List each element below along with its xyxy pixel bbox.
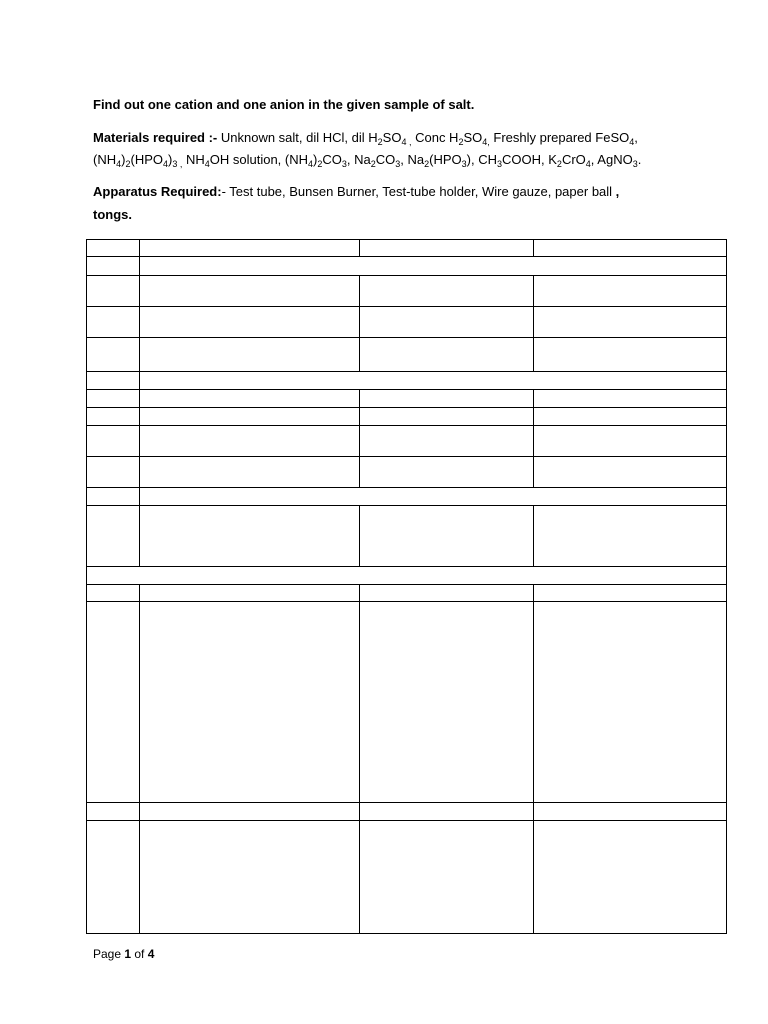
subscript: 4, [482,137,490,147]
subscript: 2 [317,159,323,169]
aim-heading: Find out one cation and one anion in the given sample of salt. [93,97,475,112]
footer-total-pages: 4 [147,947,155,961]
subscript: 2 [556,159,562,169]
footer-prefix: Page [93,947,125,961]
apparatus-line-2: tongs. [93,207,132,222]
subscript: 3 [395,159,401,169]
materials-text-1: Unknown salt, dil HCl, dil $H_2SO_{4 ,}$ Conc $H_2SO_{4,}$ Freshly prepared FeSO$_4$, [217,130,638,147]
subscript: 2 [125,159,131,169]
subscript: 2 [424,159,430,169]
apparatus-label: Apparatus Required: [93,184,222,199]
subscript: 4 [116,159,122,169]
table-border [87,240,727,934]
page-footer [93,947,154,961]
subscript: 4 [162,159,168,169]
footer-current-page: 1 [124,947,132,961]
subscript: 2 [377,137,383,147]
subscript: 4 [308,159,314,169]
subscript: 3 [461,159,467,169]
subscript: 2 [458,137,464,147]
subscript: 3 [497,159,503,169]
subscript: 4 [585,159,591,169]
materials-label: Materials required :- [93,130,218,145]
subscript: 4 [629,137,635,147]
subscript: 3 [341,159,347,169]
materials-text-2: $(NH_4)_2(HPO_4)_{3 ,}$ $NH_4OH$ solution, $(NH_4)_2CO_3$, $Na_2CO_3$, $Na_2(HPO_3)$, $CH_3COOH$, $K_2CrO_4$, AgNO$_3$. [93,152,642,169]
subscript: 4 [204,159,210,169]
apparatus-comma: , [615,184,620,199]
subscript: 3 , [172,159,183,169]
footer-middle: of [131,947,148,961]
subscript: 2 [370,159,376,169]
apparatus-text-1: - Test tube, Bunsen Burner, Test-tube holder, Wire gauze, paper ball [221,184,616,199]
subscript: 4 , [401,137,412,147]
subscript: 3 [632,159,638,169]
